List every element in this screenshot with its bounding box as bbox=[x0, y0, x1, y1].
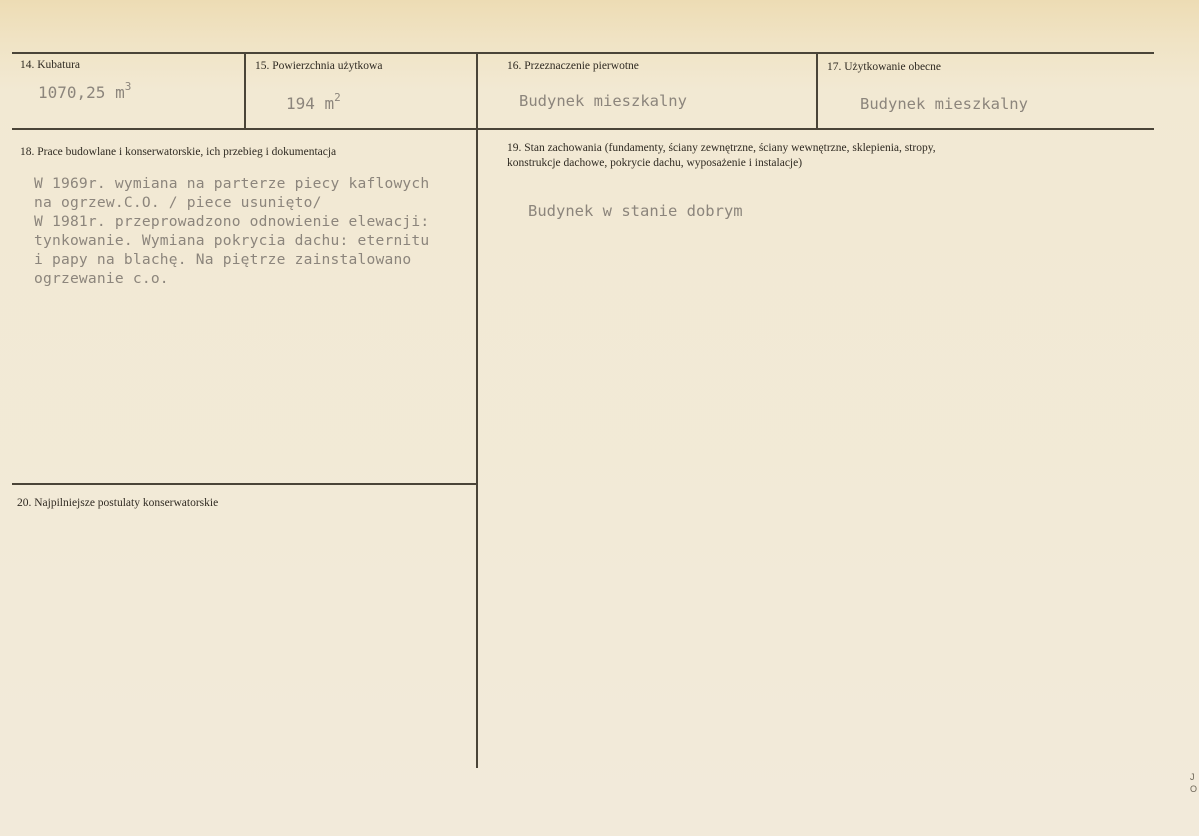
field-19-label-line-2: konstrukcje dachowe, pokrycie dachu, wyposażenie i instalacje) bbox=[507, 157, 803, 169]
field-18-line-2: na ogrzew.C.O. / piece usunięto/ bbox=[34, 194, 322, 211]
field-15-unit-exponent: 2 bbox=[334, 91, 341, 104]
field-16-label: 16. Przeznaczenie pierwotne bbox=[507, 60, 639, 72]
field-14-label: 14. Kubatura bbox=[20, 59, 81, 71]
field-18-label: 18. Prace budowlane i konserwatorskie, ich przebieg i dokumentacja bbox=[20, 146, 337, 158]
field-15-value-text: 194 m bbox=[286, 94, 335, 113]
divider-15-16 bbox=[476, 53, 478, 768]
field-17-label: 17. Użytkowanie obecne bbox=[827, 61, 942, 73]
field-20-label: 20. Najpilniejsze postulaty konserwatorskie bbox=[17, 497, 219, 509]
row1-bottom-rule bbox=[12, 128, 1154, 130]
field-14-unit-exponent: 3 bbox=[124, 80, 132, 93]
field-14-value bbox=[38, 80, 131, 102]
field-14-value-text: 1070,25 m bbox=[38, 83, 125, 102]
field-18-bottom-rule bbox=[12, 483, 476, 485]
field-18-line-5: i papy na blachę. Na piętrze zainstalowano bbox=[34, 251, 412, 268]
field-18-text bbox=[34, 174, 429, 288]
field-15-label: 15. Powierzchnia użytkowa bbox=[255, 60, 383, 72]
field-18-line-6: ogrzewanie c.o. bbox=[34, 270, 169, 287]
field-18-line-1: W 1969r. wymiana na parterze piecy kaflowych bbox=[34, 175, 430, 192]
field-18-line-4: tynkowanie. Wymiana pokrycia dachu: eternitu bbox=[34, 232, 430, 249]
margin-mark-1: J bbox=[1190, 772, 1195, 782]
field-17-value: Budynek mieszkalny bbox=[860, 95, 1028, 113]
margin-mark-2: O bbox=[1190, 784, 1198, 794]
field-19-value: Budynek w stanie dobrym bbox=[528, 202, 743, 220]
divider-16-17 bbox=[816, 53, 818, 128]
field-19-label-line-1: 19. Stan zachowania (fundamenty, ściany zewnętrzne, ściany wewnętrzne, sklepienia, stropy, bbox=[507, 142, 936, 154]
top-rule bbox=[12, 52, 1154, 54]
field-18-line-3: W 1981r. przeprowadzono odnowienie elewacji: bbox=[34, 213, 430, 230]
field-15-value bbox=[286, 91, 341, 113]
field-16-value: Budynek mieszkalny bbox=[519, 92, 687, 110]
divider-14-15 bbox=[244, 53, 246, 128]
